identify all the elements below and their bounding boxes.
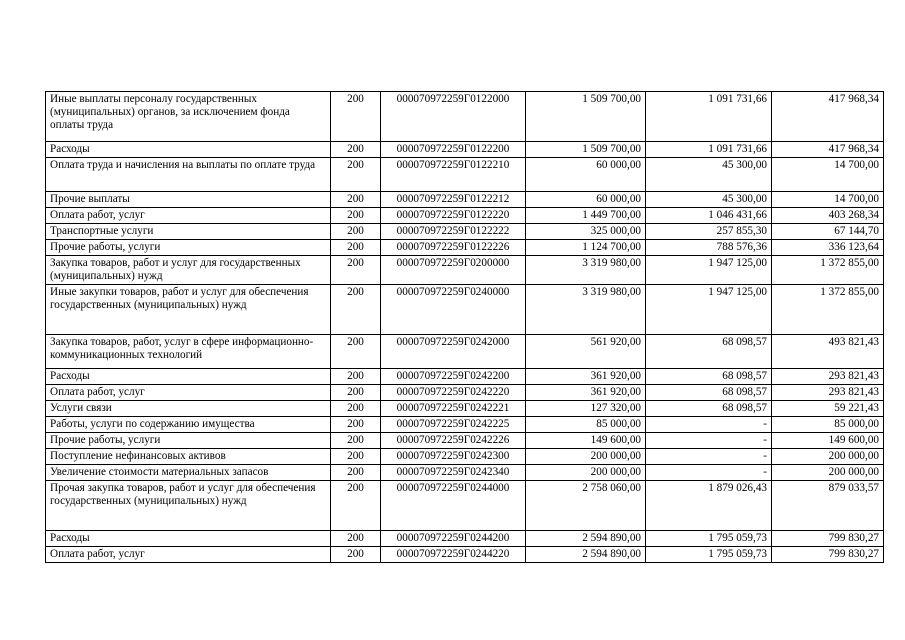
row-approved-cell: 2 594 890,00 [526,547,646,563]
row-executed-cell: - [646,417,772,433]
table-row [46,547,884,563]
row-code-cell: 200 [331,385,381,401]
row-kbk-cell: 000070972259Г0242000 [381,335,526,369]
row-approved-cell: 2 594 890,00 [526,531,646,547]
row-kbk-cell: 000070972259Г0242220 [381,385,526,401]
row-unexecuted-cell: 14 700,00 [772,192,884,208]
row-code-cell: 200 [331,417,381,433]
row-unexecuted-cell: 336 123,64 [772,240,884,256]
row-name-cell: Иные выплаты персоналу государственных (муниципальных) органов, за исключением фонда оплаты труда [46,92,331,142]
row-name-cell: Работы, услуги по содержанию имущества [46,417,331,433]
row-unexecuted-cell: 417 968,34 [772,92,884,142]
row-name-cell: Закупка товаров, работ и услуг для государственных (муниципальных) нужд [46,256,331,285]
row-code-cell: 200 [331,192,381,208]
row-unexecuted-cell: 200 000,00 [772,449,884,465]
row-approved-cell: 1 124 700,00 [526,240,646,256]
row-name-cell: Оплата работ, услуг [46,547,331,563]
row-unexecuted-cell: 879 033,57 [772,481,884,531]
row-approved-cell: 1 509 700,00 [526,142,646,158]
row-executed-cell: 1 091 731,66 [646,92,772,142]
row-unexecuted-cell: 799 830,27 [772,547,884,563]
row-code-cell: 200 [331,158,381,192]
row-executed-cell: 1 947 125,00 [646,285,772,335]
row-approved-cell: 3 319 980,00 [526,256,646,285]
row-code-cell: 200 [331,240,381,256]
row-code-cell: 200 [331,208,381,224]
table-row [46,465,884,481]
row-kbk-cell: 000070972259Г0244200 [381,531,526,547]
row-unexecuted-cell: 1 372 855,00 [772,285,884,335]
row-name-cell: Расходы [46,531,331,547]
row-approved-cell: 361 920,00 [526,385,646,401]
row-approved-cell: 200 000,00 [526,449,646,465]
row-name-cell: Прочие выплаты [46,192,331,208]
row-name-cell: Увеличение стоимости материальных запасов [46,465,331,481]
row-kbk-cell: 000070972259Г0242226 [381,433,526,449]
row-executed-cell: 1 879 026,43 [646,481,772,531]
row-approved-cell: 149 600,00 [526,433,646,449]
row-code-cell: 200 [331,369,381,385]
row-code-cell: 200 [331,433,381,449]
row-kbk-cell: 000070972259Г0244220 [381,547,526,563]
row-executed-cell: 1 046 431,66 [646,208,772,224]
row-executed-cell: 1 091 731,66 [646,142,772,158]
row-name-cell: Закупка товаров, работ, услуг в сфере информационно-коммуникационных технологий [46,335,331,369]
table-row [46,92,884,142]
row-kbk-cell: 000070972259Г0242340 [381,465,526,481]
row-approved-cell: 3 319 980,00 [526,285,646,335]
row-kbk-cell: 000070972259Г0122210 [381,158,526,192]
row-approved-cell: 561 920,00 [526,335,646,369]
row-code-cell: 200 [331,449,381,465]
row-approved-cell: 1 449 700,00 [526,208,646,224]
table-row [46,401,884,417]
row-kbk-cell: 000070972259Г0242221 [381,401,526,417]
row-unexecuted-cell: 200 000,00 [772,465,884,481]
table-row [46,285,884,335]
row-approved-cell: 1 509 700,00 [526,92,646,142]
row-kbk-cell: 000070972259Г0122000 [381,92,526,142]
row-kbk-cell: 000070972259Г0122226 [381,240,526,256]
table-row [46,256,884,285]
row-executed-cell: 68 098,57 [646,335,772,369]
row-unexecuted-cell: 14 700,00 [772,158,884,192]
table-row [46,192,884,208]
row-name-cell: Расходы [46,142,331,158]
row-name-cell: Расходы [46,369,331,385]
row-name-cell: Прочие работы, услуги [46,240,331,256]
row-approved-cell: 361 920,00 [526,369,646,385]
table-row [46,449,884,465]
row-approved-cell: 60 000,00 [526,192,646,208]
row-code-cell: 200 [331,335,381,369]
row-code-cell: 200 [331,92,381,142]
row-code-cell: 200 [331,401,381,417]
row-approved-cell: 60 000,00 [526,158,646,192]
table-row [46,481,884,531]
row-name-cell: Услуги связи [46,401,331,417]
row-name-cell: Поступление нефинансовых активов [46,449,331,465]
table-row [46,335,884,369]
budget-execution-table [45,91,884,563]
row-unexecuted-cell: 293 821,43 [772,369,884,385]
row-name-cell: Иные закупки товаров, работ и услуг для обеспечения государственных (муниципальных) нужд [46,285,331,335]
table-row [46,531,884,547]
row-executed-cell: 1 795 059,73 [646,547,772,563]
row-kbk-cell: 000070972259Г0242200 [381,369,526,385]
row-code-cell: 200 [331,224,381,240]
row-executed-cell: 257 855,30 [646,224,772,240]
row-name-cell: Оплата работ, услуг [46,208,331,224]
row-executed-cell: 45 300,00 [646,192,772,208]
row-code-cell: 200 [331,547,381,563]
row-kbk-cell: 000070972259Г0122222 [381,224,526,240]
table-row [46,369,884,385]
row-executed-cell: 45 300,00 [646,158,772,192]
row-code-cell: 200 [331,531,381,547]
row-unexecuted-cell: 67 144,70 [772,224,884,240]
row-approved-cell: 2 758 060,00 [526,481,646,531]
row-unexecuted-cell: 493 821,43 [772,335,884,369]
table-row [46,385,884,401]
row-unexecuted-cell: 293 821,43 [772,385,884,401]
row-kbk-cell: 000070972259Г0240000 [381,285,526,335]
row-code-cell: 200 [331,285,381,335]
table-row [46,433,884,449]
row-kbk-cell: 000070972259Г0200000 [381,256,526,285]
row-name-cell: Оплата труда и начисления на выплаты по оплате труда [46,158,331,192]
row-unexecuted-cell: 417 968,34 [772,142,884,158]
row-approved-cell: 127 320,00 [526,401,646,417]
row-executed-cell: 1 795 059,73 [646,531,772,547]
row-executed-cell: 788 576,36 [646,240,772,256]
table-body [46,92,884,563]
row-kbk-cell: 000070972259Г0122220 [381,208,526,224]
row-executed-cell: - [646,433,772,449]
table-row [46,208,884,224]
row-approved-cell: 325 000,00 [526,224,646,240]
row-code-cell: 200 [331,465,381,481]
row-executed-cell: 1 947 125,00 [646,256,772,285]
row-name-cell: Транспортные услуги [46,224,331,240]
row-executed-cell: 68 098,57 [646,401,772,417]
row-executed-cell: - [646,449,772,465]
row-code-cell: 200 [331,256,381,285]
row-kbk-cell: 000070972259Г0244000 [381,481,526,531]
row-kbk-cell: 000070972259Г0122200 [381,142,526,158]
row-unexecuted-cell: 85 000,00 [772,417,884,433]
row-unexecuted-cell: 403 268,34 [772,208,884,224]
row-name-cell: Прочие работы, услуги [46,433,331,449]
row-kbk-cell: 000070972259Г0242225 [381,417,526,433]
row-unexecuted-cell: 799 830,27 [772,531,884,547]
row-approved-cell: 85 000,00 [526,417,646,433]
row-unexecuted-cell: 149 600,00 [772,433,884,449]
row-name-cell: Оплата работ, услуг [46,385,331,401]
row-executed-cell: 68 098,57 [646,369,772,385]
row-kbk-cell: 000070972259Г0122212 [381,192,526,208]
table-row [46,142,884,158]
row-code-cell: 200 [331,481,381,531]
table-row [46,240,884,256]
row-executed-cell: 68 098,57 [646,385,772,401]
row-unexecuted-cell: 1 372 855,00 [772,256,884,285]
row-code-cell: 200 [331,142,381,158]
row-approved-cell: 200 000,00 [526,465,646,481]
table-row [46,224,884,240]
row-unexecuted-cell: 59 221,43 [772,401,884,417]
table-row [46,417,884,433]
row-name-cell: Прочая закупка товаров, работ и услуг для обеспечения государственных (муниципальных) нужд [46,481,331,531]
table-row [46,158,884,192]
row-kbk-cell: 000070972259Г0242300 [381,449,526,465]
row-executed-cell: - [646,465,772,481]
